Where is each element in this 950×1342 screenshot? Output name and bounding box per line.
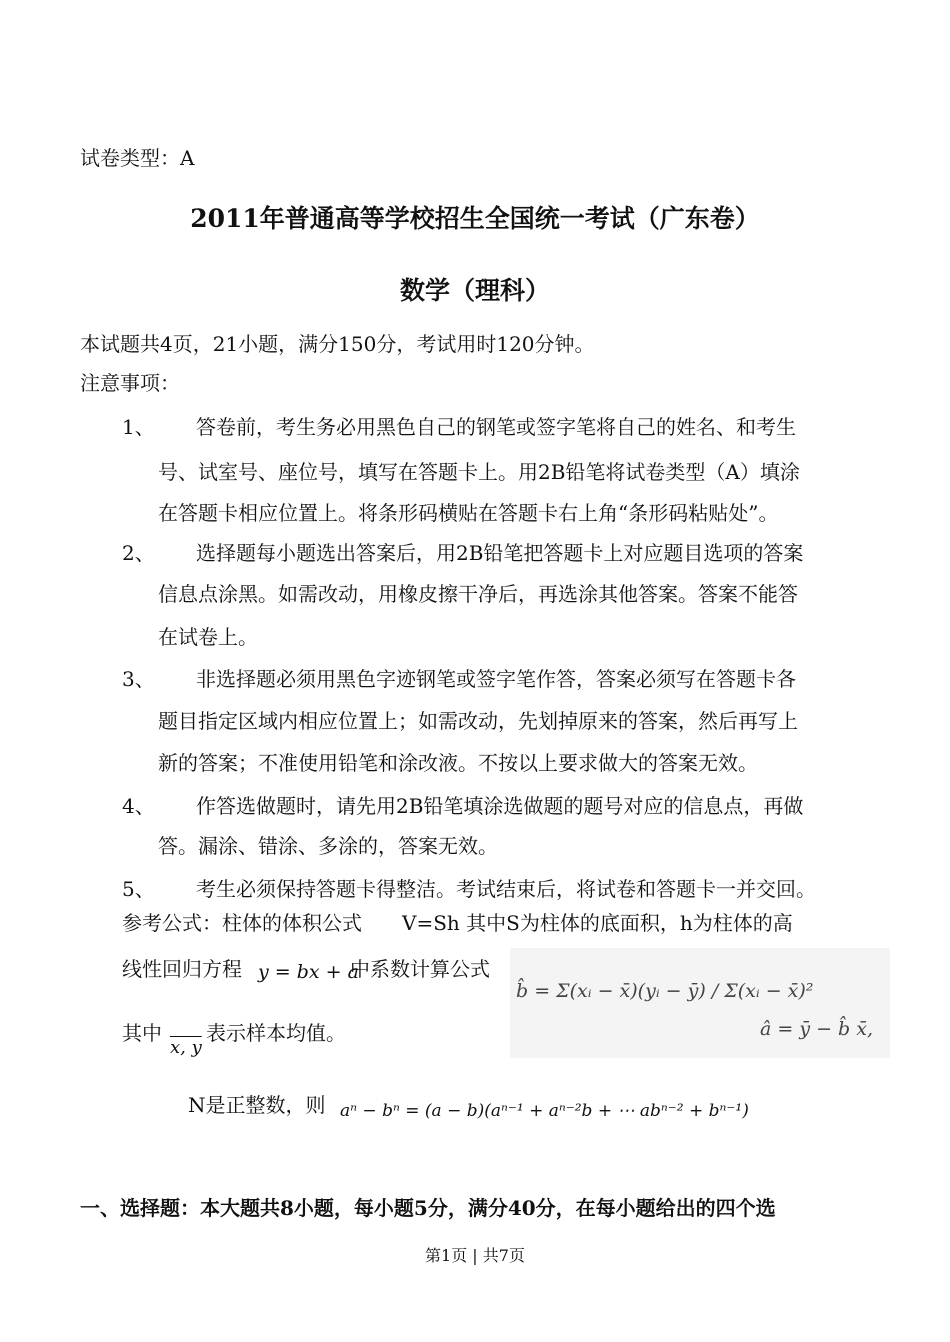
- identity-prefix: N是正整数，则: [188, 1093, 326, 1117]
- section-heading: 一、选择题：本大题共8小题，每小题5分，满分40分，在每小题给出的四个选: [80, 1196, 776, 1220]
- notice-heading: 注意事项：: [80, 371, 180, 395]
- notice-number: 1、: [122, 415, 155, 439]
- mean-suffix: 表示样本均值。: [206, 1021, 346, 1045]
- intro-text: 本试题共4页，21小题，满分150分，考试用时120分钟。: [80, 332, 595, 356]
- coef-a-formula: â = ȳ − b̂ x̄,: [760, 1018, 874, 1040]
- notice-number: 4、: [122, 794, 155, 818]
- reference-formula: 参考公式：柱体的体积公式 V=Sh 其中S为柱体的底面积，h为柱体的高: [122, 911, 793, 935]
- coef-b-formula: b̂ = Σ(xᵢ − x̄)(yᵢ − ȳ) / Σ(xᵢ − x̄)²: [516, 980, 814, 1002]
- notice-line: 答卷前，考生务必用黑色自己的钢笔或签字笔将自己的姓名、和考生: [196, 415, 796, 439]
- regression-equation: y = bx + a: [258, 961, 359, 983]
- notice-line: 在试卷上。: [158, 625, 258, 649]
- notice-line: 答。漏涂、错涂、多涂的，答案无效。: [158, 834, 498, 858]
- regression-suffix: 中系数计算公式: [350, 957, 490, 981]
- page-subtitle: 数学（理科）: [399, 276, 550, 305]
- coefficient-formula-image: [510, 948, 890, 1058]
- regression-prefix: 线性回归方程: [122, 957, 242, 981]
- notice-line: 在答题卡相应位置上。将条形码横贴在答题卡右上角“条形码粘贴处”。: [158, 501, 779, 525]
- notice-line: 选择题每小题选出答案后，用2B铅笔把答题卡上对应题目选项的答案: [196, 541, 804, 565]
- notice-number: 2、: [122, 541, 155, 565]
- mean-prefix: 其中: [122, 1021, 162, 1045]
- notice-number: 3、: [122, 667, 155, 691]
- notice-number: 5、: [122, 877, 155, 901]
- mean-variables: x, y: [170, 1037, 202, 1058]
- notice-line: 信息点涂黑。如需改动，用橡皮擦干净后，再选涂其他答案。答案不能答: [158, 582, 798, 606]
- page-footer: 第1页 | 共7页: [425, 1246, 525, 1265]
- notice-line: 新的答案；不准使用铅笔和涂改液。不按以上要求做大的答案无效。: [158, 751, 758, 775]
- notice-line: 考生必须保持答题卡得整洁。考试结束后，将试卷和答题卡一并交回。: [196, 877, 816, 901]
- paper-type: 试卷类型：A: [80, 146, 195, 170]
- notice-line: 作答选做题时，请先用2B铅笔填涂选做题的题号对应的信息点，再做: [196, 794, 804, 818]
- page-title: 2011年普通高等学校招生全国统一考试（广东卷）: [190, 204, 760, 233]
- notice-line: 非选择题必须用黑色字迹钢笔或签字笔作答，答案必须写在答题卡各: [196, 667, 796, 691]
- notice-line: 号、试室号、座位号，填写在答题卡上。用2B铅笔将试卷类型（A）填涂: [158, 460, 800, 484]
- notice-line: 题目指定区域内相应位置上；如需改动，先划掉原来的答案，然后再写上: [158, 709, 798, 733]
- power-difference-identity: aⁿ − bⁿ = (a − b)(aⁿ⁻¹ + aⁿ⁻²b + ⋯ abⁿ⁻² + bⁿ⁻¹): [340, 1101, 749, 1121]
